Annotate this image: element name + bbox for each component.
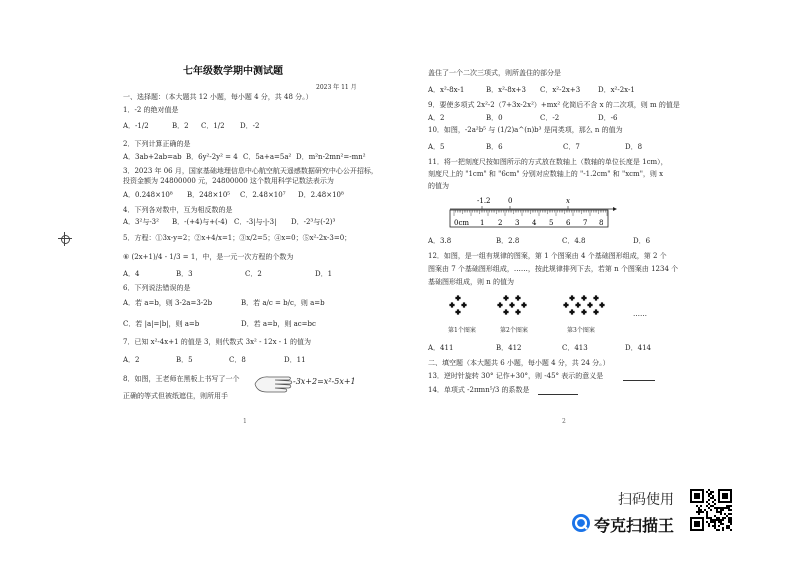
q8-continued: 盖住了一个二次三项式，则所盖住的部分是	[428, 69, 561, 77]
q9-stem: 9．要使多项式 2x²-2（7+3x-2x²）+mx² 化简后不含 x 的二次项，则 m 的值是	[428, 101, 680, 109]
q3-stem-line2: 投资金额为 24800000 元，24800000 这个数用科学记数法表示为	[123, 177, 334, 185]
q11-option-a: A．3.8	[428, 237, 452, 245]
cross-shape-icon	[599, 302, 604, 307]
q11-option-c: C．4.8	[562, 237, 586, 245]
q8-option-a: A．x²-8x-1	[428, 86, 465, 94]
cross-shape-icon	[587, 302, 592, 307]
cross-shape-icon	[461, 302, 466, 307]
q12-stem-line1: 12．如图，是一组有规律的图案，第 1 个图案由 4 个基础图形组成，第 2 个	[428, 252, 667, 260]
section2-heading: 二、填空题（本大题共 6 小题，每小题 4 分，共 24 分。）	[428, 359, 610, 367]
ruler-num-4: 4	[532, 219, 537, 227]
cross-shape-icon	[569, 295, 574, 300]
q10-option-b: B．6	[486, 143, 503, 151]
q8-option-b: B．x²-8x+3	[486, 86, 526, 94]
page-right	[397, 0, 794, 561]
fig1-caption: 第1个图案	[448, 327, 476, 334]
cross-shape-icon	[509, 302, 514, 307]
q1-option-a: A．-1/2	[123, 122, 149, 130]
cross-shape-icon	[455, 295, 460, 300]
q13-answer-blank[interactable]	[623, 380, 655, 381]
q8-stem-line1: 8．如图，王老师在黑板上书写了一个	[123, 375, 240, 383]
q2-option-c: C．5a+a=5a²	[243, 153, 292, 161]
fig3-caption: 第3个图案	[567, 327, 595, 334]
q3-stem-line1: 3．2023 年 06 月，国家基础地理信息中心航空航天遥感数据研究中心公开招标，	[123, 167, 378, 175]
q4-option-d: D．-2³与(-2)³	[291, 218, 336, 226]
q5-stem-line1: 5．方程：①3x-y=2；②x+4/x=1；③x/2=5；④x=0；⑤x²-2x-3=0；	[123, 234, 352, 242]
q6-option-b: B．若 a/c = b/c，则 a=b	[241, 299, 325, 307]
ruler-num-5: 5	[549, 219, 554, 227]
q7-option-b: B．5	[176, 356, 193, 364]
q2-option-b: B．6y²-2y² = 4	[186, 153, 238, 161]
cross-shape-icon	[455, 309, 460, 314]
watermark-scan-text: 扫码使用	[618, 492, 674, 508]
pattern-figures	[448, 293, 648, 325]
ruler-num-7: 7	[583, 219, 588, 227]
cross-shape-icon	[515, 309, 520, 314]
q12-option-c: C．413	[562, 344, 588, 352]
board-equation: -3x+2=x²-5x+1	[293, 377, 356, 386]
q10-option-a: A．5	[428, 143, 445, 151]
q14-stem: 14．单项式 -2πmn⁵/3 的系数是	[428, 386, 530, 394]
watermark-brand: 夸克扫描王	[594, 516, 675, 535]
ruler-num-3: 3	[515, 219, 520, 227]
q10-option-c: C．7	[563, 143, 580, 151]
q5-stem-line2: ⑥ (2x+1)/4 - 1/3 = 1，中，是一元一次方程的个数为	[123, 253, 294, 261]
q5-option-d: D．1	[315, 270, 333, 278]
cross-shape-icon	[575, 302, 580, 307]
q6-stem: 6．下列说法错误的是	[123, 284, 191, 292]
q7-option-c: C．8	[229, 356, 246, 364]
q4-option-a: A．3²与-3²	[123, 218, 159, 226]
q7-option-d: D．11	[284, 356, 306, 364]
q2-stem: 2．下列计算正确的是	[123, 140, 191, 148]
registration-mark-icon	[58, 232, 72, 246]
exam-title: 七年级数学期中测试题	[183, 66, 283, 77]
ruler-num-2: 2	[498, 219, 503, 227]
cross-shape-icon	[503, 309, 508, 314]
q9-option-d: D．-6	[598, 114, 618, 122]
q3-option-b: B．248×10⁵	[187, 191, 231, 199]
cross-shape-icon	[521, 302, 526, 307]
pattern-ellipsis: ……	[633, 310, 647, 318]
q1-option-c: C．1/2	[201, 122, 225, 130]
q10-option-d: D．8	[625, 143, 643, 151]
ruler-num-6: 6	[566, 219, 571, 227]
ruler-label-x: x	[566, 197, 570, 205]
cross-shape-icon	[581, 309, 586, 314]
ruler-figure	[448, 196, 618, 238]
page-number-right: 2	[562, 418, 566, 425]
q9-option-c: C．-2	[540, 114, 560, 122]
q3-option-d: D．2.48×10⁸	[298, 191, 344, 199]
q8-option-d: D．x²-2x-1	[598, 86, 635, 94]
quark-logo-icon	[572, 514, 590, 532]
q5-option-a: A．4	[123, 270, 140, 278]
cross-shape-icon	[497, 302, 502, 307]
q6-option-a: A．若 a=b，则 3-2a=3-2b	[123, 299, 213, 307]
q2-option-a: A．3ab+2ab=ab	[123, 153, 182, 161]
q7-stem: 7．已知 x²-4x+1 的值是 3，则代数式 3x² - 12x - 1 的值为	[123, 338, 312, 346]
cross-shape-icon	[593, 309, 598, 314]
hand-covering-board-icon	[253, 373, 293, 395]
q6-option-d: D．若 a=b，则 ac=bc	[241, 320, 316, 328]
q11-stem-line2: 刻度尺上的 "1cm" 和 "6cm" 分别对应数轴上的 "-1.2cm" 和 "xcm"，则 x	[428, 170, 664, 178]
q12-stem-line2: 图案由 7 个基础图形组成，……，按此规律排列下去，若第 n 个图案由 1234 个	[428, 265, 679, 273]
q3-option-c: C．2.48×10⁷	[240, 191, 286, 199]
q1-option-b: B．2	[172, 122, 189, 130]
q7-option-a: A．2	[123, 356, 140, 364]
cross-shape-icon	[569, 309, 574, 314]
cross-shape-icon	[503, 295, 508, 300]
q11-option-b: B．2.8	[496, 237, 520, 245]
q6-option-c: C．若 |a|=|b|，则 a=b	[123, 320, 200, 328]
ruler-num-0: 0cm	[454, 219, 470, 227]
q4-stem: 4．下列各对数中，互为相反数的是	[123, 206, 233, 214]
q9-option-b: B．0	[486, 114, 503, 122]
cross-shape-icon	[593, 295, 598, 300]
section1-heading: 一、选择题：（本大题共 12 小题，每小题 4 分，共 48 分。）	[123, 93, 313, 101]
q13-stem: 13．逆时针旋转 30° 记作+30°，则 -45° 表示的意义是	[428, 372, 604, 380]
q1-option-d: D．-2	[240, 122, 260, 130]
q4-option-b: B．-(+4)与+(-4)	[172, 218, 228, 226]
cross-shape-icon	[563, 302, 568, 307]
ruler-num-8: 8	[599, 219, 604, 227]
cross-shape-icon	[449, 302, 454, 307]
q3-option-a: A．0.248×10⁸	[123, 191, 173, 199]
q2-option-d: D．m²n-2mn²=-mn²	[296, 153, 366, 161]
fig2-caption: 第2个图案	[500, 327, 528, 334]
q8-stem-line2: 正确的等式但被纸遮住，则所用手	[123, 392, 228, 400]
q11-option-d: D．6	[633, 237, 651, 245]
q12-stem-line3: 基础图形组成，则 n 的值为	[428, 278, 514, 286]
cross-shape-icon	[515, 295, 520, 300]
q12-option-d: D．414	[625, 344, 651, 352]
q11-stem-line1: 11．将一把刻度尺按如图所示的方式放在数轴上（数轴的单位长度是 1cm），	[428, 158, 668, 166]
ruler-num-1: 1	[480, 219, 485, 227]
q1-stem: 1．-2 的绝对值是	[123, 106, 179, 114]
q12-option-a: A．411	[428, 344, 454, 352]
q9-option-a: A．2	[428, 114, 445, 122]
q5-option-c: C．2	[245, 270, 262, 278]
q11-stem-line3: 的值为	[428, 182, 449, 190]
ruler-label-neg: -1.2	[477, 197, 491, 205]
q8-option-c: C．x²-2x+3	[540, 86, 581, 94]
q12-option-b: B．412	[496, 344, 522, 352]
q5-option-b: B．3	[176, 270, 193, 278]
ruler-label-zero: 0	[508, 197, 513, 205]
exam-date: 2023 年 11 月	[316, 84, 357, 91]
q10-stem: 10．如图，-2a²b⁵ 与 (1/2)a^(n)b³ 是同类项，那么 n 的值为	[428, 126, 623, 134]
q4-option-c: C．-3|与-|-3|	[234, 218, 277, 226]
cross-shape-icon	[581, 295, 586, 300]
qr-code-icon[interactable]	[690, 489, 732, 531]
page-number-left: 1	[243, 418, 247, 425]
q14-answer-blank[interactable]	[538, 394, 578, 395]
